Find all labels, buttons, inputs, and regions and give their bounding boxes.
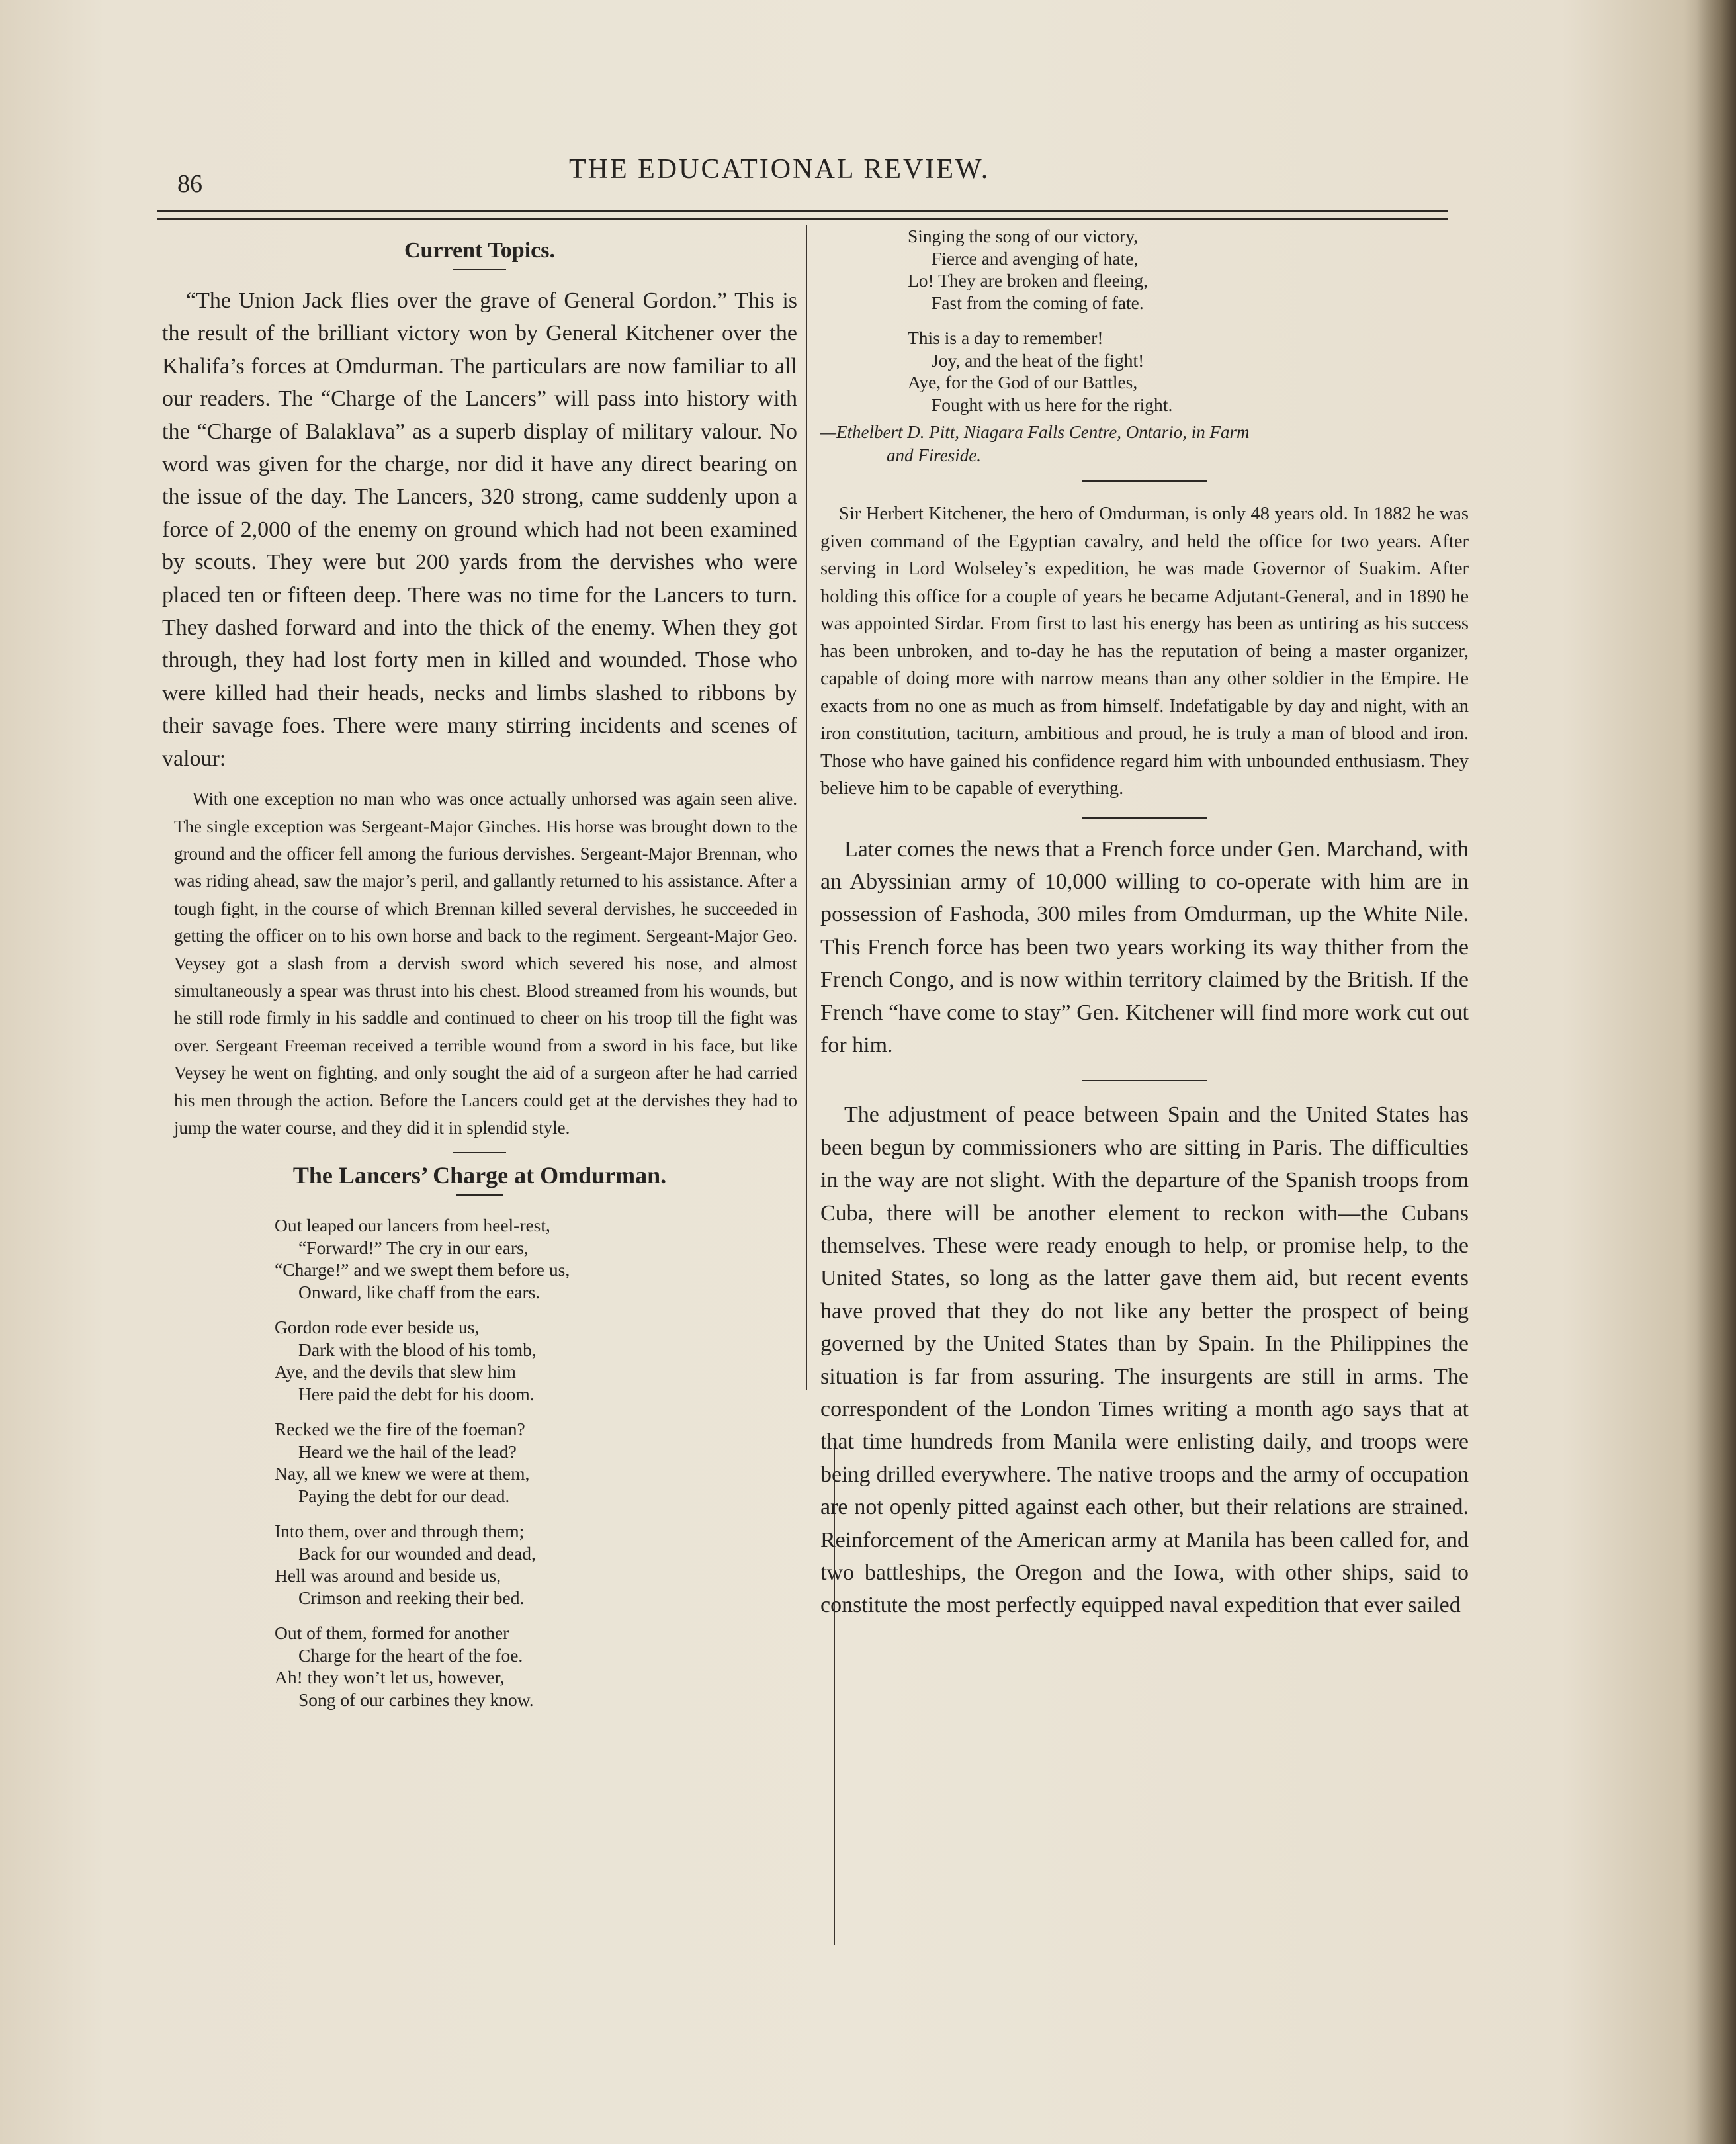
poem-line: Paying the debt for our dead.	[298, 1485, 510, 1506]
divider-rule	[1082, 817, 1207, 819]
quoted-paragraph: With one exception no man who was once actually unhorsed was again seen alive. The single exception was Sergeant-Major Ginches. His horse was brought down to the ground and the officer fell among the furious dervishes. Sergeant-Major Brennan, who was riding ahead, saw the major’s peril, and gallantly returned to his assistance. After a tough fight, in the course of which Brennan killed several dervishes, he succeeded in getting the officer on to his own horse and back to the regiment. Sergeant-Major Geo. Veysey got a slash from a dervish sword which severed his nose, and almost simultaneously a spear was thrust into his chest. Blood streamed from his wounds, but he still rode firmly in his saddle and continued to cheer on his troop till the fight was over. Sergeant Freeman received a terrible wound from a sword in his face, but like Veysey he went on fighting, and only sought the aid of a surgeon after he had carried his men through the action. Before the Lancers could get at the dervishes they had to jump the water course, and they did it in splendid style.	[174, 789, 797, 1138]
poem-line: Into them, over and through them;	[275, 1521, 525, 1542]
poem-line: Fierce and avenging of hate,	[932, 247, 1139, 269]
divider-rule	[1082, 480, 1207, 482]
poem-line: Gordon rode ever beside us,	[275, 1317, 480, 1338]
poem-line: Charge for the heart of the foe.	[298, 1644, 523, 1666]
poem-stanza	[908, 225, 1469, 314]
poem-line: Heard we the hail of the lead?	[298, 1441, 517, 1462]
poem-line: “Forward!” The cry in our ears,	[298, 1237, 529, 1258]
right-column	[820, 225, 1469, 1622]
running-title: THE EDUCATIONAL REVIEW.	[569, 154, 990, 185]
poem-line: Joy, and the heat of the fight!	[932, 349, 1145, 371]
poem-left	[162, 1214, 797, 1711]
poem-line: Back for our wounded and dead,	[298, 1542, 536, 1564]
poem-line: Fought with us here for the right.	[932, 394, 1173, 415]
poem-stanza	[275, 1520, 797, 1609]
poem-line: Hell was around and beside us,	[275, 1565, 501, 1586]
heading-rule	[453, 269, 506, 270]
poem-line: Ah! they won’t let us, however,	[275, 1667, 505, 1688]
poem-line: Out leaped our lancers from heel-rest,	[275, 1215, 550, 1236]
poem-stanza	[275, 1214, 797, 1303]
divider-rule	[1082, 1080, 1207, 1081]
divider-rule	[453, 1152, 506, 1153]
poem-title: The Lancers’ Charge at Omdurman.	[292, 1162, 667, 1189]
poem-line: This is a day to remember!	[908, 328, 1104, 348]
poem-line: Here paid the debt for his doom.	[298, 1383, 535, 1404]
book-spine-shadow	[1696, 0, 1736, 2144]
poem-line: Aye, for the God of our Battles,	[908, 372, 1138, 392]
attribution-line: —Ethelbert D. Pitt, Niagara Falls Centre, Ontario, in Farm	[820, 422, 1250, 442]
poem-stanza	[275, 1316, 797, 1405]
spain-paragraph: The adjustment of peace between Spain and the United States has been begun by commissioners who are sitting in Paris. The difficulties in the way are not slight. With the departure of the Spanish troops from Cuba, there will be another element to reckon with—the Cubans themselves. These were ready enough to help, or promise help, to the United States, so long as the latter gave them aid, but recent events have proved that they do not like any better the prospect of being governed by the United States than by Spain. In the Philippines the situation is far from assuring. The insurgents are still in arms. The correspondent of the London Times writing a month ago says that at that time hundreds from Manila were enlisting daily, and troops were being drilled everywhere. The native troops and the army of occupation are not openly pitted against each other, but their relations are strained. Reinforcement of the American army at Manila has been called for, and two battleships, the Oregon and the Iowa, with other ships, said to constitute the most perfectly equipped naval expedition that ever sailed	[820, 1102, 1469, 1618]
poem-line: Song of our carbines they know.	[298, 1689, 534, 1710]
header-rule-thin	[157, 218, 1448, 220]
poem-stanza	[908, 327, 1469, 416]
poem-line: Onward, like chaff from the ears.	[298, 1281, 541, 1302]
poem-stanza	[275, 1418, 797, 1507]
left-column	[162, 232, 797, 1724]
poem-line: Out of them, formed for another	[275, 1623, 509, 1644]
poem-line: Lo! They are broken and fleeing,	[908, 270, 1148, 290]
poem-line: Dark with the blood of his tomb,	[298, 1339, 537, 1360]
poem-line: Singing the song of our victory,	[908, 226, 1139, 246]
poem-stanza	[275, 1622, 797, 1711]
french-paragraph: Later comes the news that a French force under Gen. Marchand, with an Abyssinian army of 10,000 willing to co-operate with him are in possession of Fashoda, 300 miles from Omdurman, up the White Nile. This French force has been two years working its way thither from the French Congo, and is now within territory claimed by the British. If the French “have come to stay” Gen. Kitchener will find more work cut out for him.	[820, 836, 1469, 1057]
page-number: 86	[177, 170, 202, 198]
section-heading: Current Topics.	[404, 238, 555, 263]
kitchener-paragraph: Sir Herbert Kitchener, the hero of Omdurman, is only 48 years old. In 1882 he was given command of the Egyptian cavalry, and held the office for two years. After serving in Lord Wolseley’s expedition, he was made Governor of Suakim. After holding this office for a couple of years he became Adjutant-General, and in 1890 he was appointed Sirdar. From first to last his energy has been as untiring as his success has been unbroken, and to-day he has the reputation of being a master organizer, capable of doing more with narrow means than any other soldier in the Empire. He exacts from no one as much as from himself. Indefatigable by day and night, with an iron constitution, taciturn, ambitious and proud, he is truly a man of blood and iron. Those who have gained his confidence regard him with unbounded enthusiasm. They believe him to be capable of everything.	[820, 504, 1469, 799]
poem-line: Aye, and the devils that slew him	[275, 1361, 516, 1382]
poem-line: Fast from the coming of fate.	[932, 292, 1144, 313]
poem-line: Recked we the fire of the foeman?	[275, 1419, 525, 1440]
intro-paragraph: “The Union Jack flies over the grave of General Gordon.” This is the result of the brilliant victory won by General Kitchener over the Khalifa’s forces at Omdurman. The particulars are now familiar to all our readers. The “Charge of the Lancers” will pass into history with the “Charge of Balaklava” as a superb display of military valour. No word was given for the charge, nor did it have any direct bearing on the issue of the day. The Lancers, 320 strong, came suddenly upon a force of 2,000 of the enemy on ground which had not been examined by scouts. They were but 200 yards from the dervishes who were placed ten or fifteen deep. There was no time for the Lancers to turn. They dashed forward and into the thick of the enemy. When they got through, they had lost forty men in killed and wounded. Those who were killed had their heads, necks and limbs slashed to ribbons by their savage foes. There were many stirring incidents and scenes of valour:	[162, 289, 797, 771]
poem-line: Crimson and reeking their bed.	[298, 1587, 525, 1608]
poem-title-rule	[456, 1194, 503, 1196]
poem-line: “Charge!” and we swept them before us,	[275, 1259, 570, 1280]
header-rule	[157, 210, 1448, 212]
poem-line: Nay, all we knew we were at them,	[275, 1463, 530, 1484]
column-divider	[806, 225, 807, 1390]
poem-attribution	[820, 421, 1469, 467]
attribution-line: and Fireside.	[887, 445, 981, 465]
poem-continuation	[820, 225, 1469, 416]
